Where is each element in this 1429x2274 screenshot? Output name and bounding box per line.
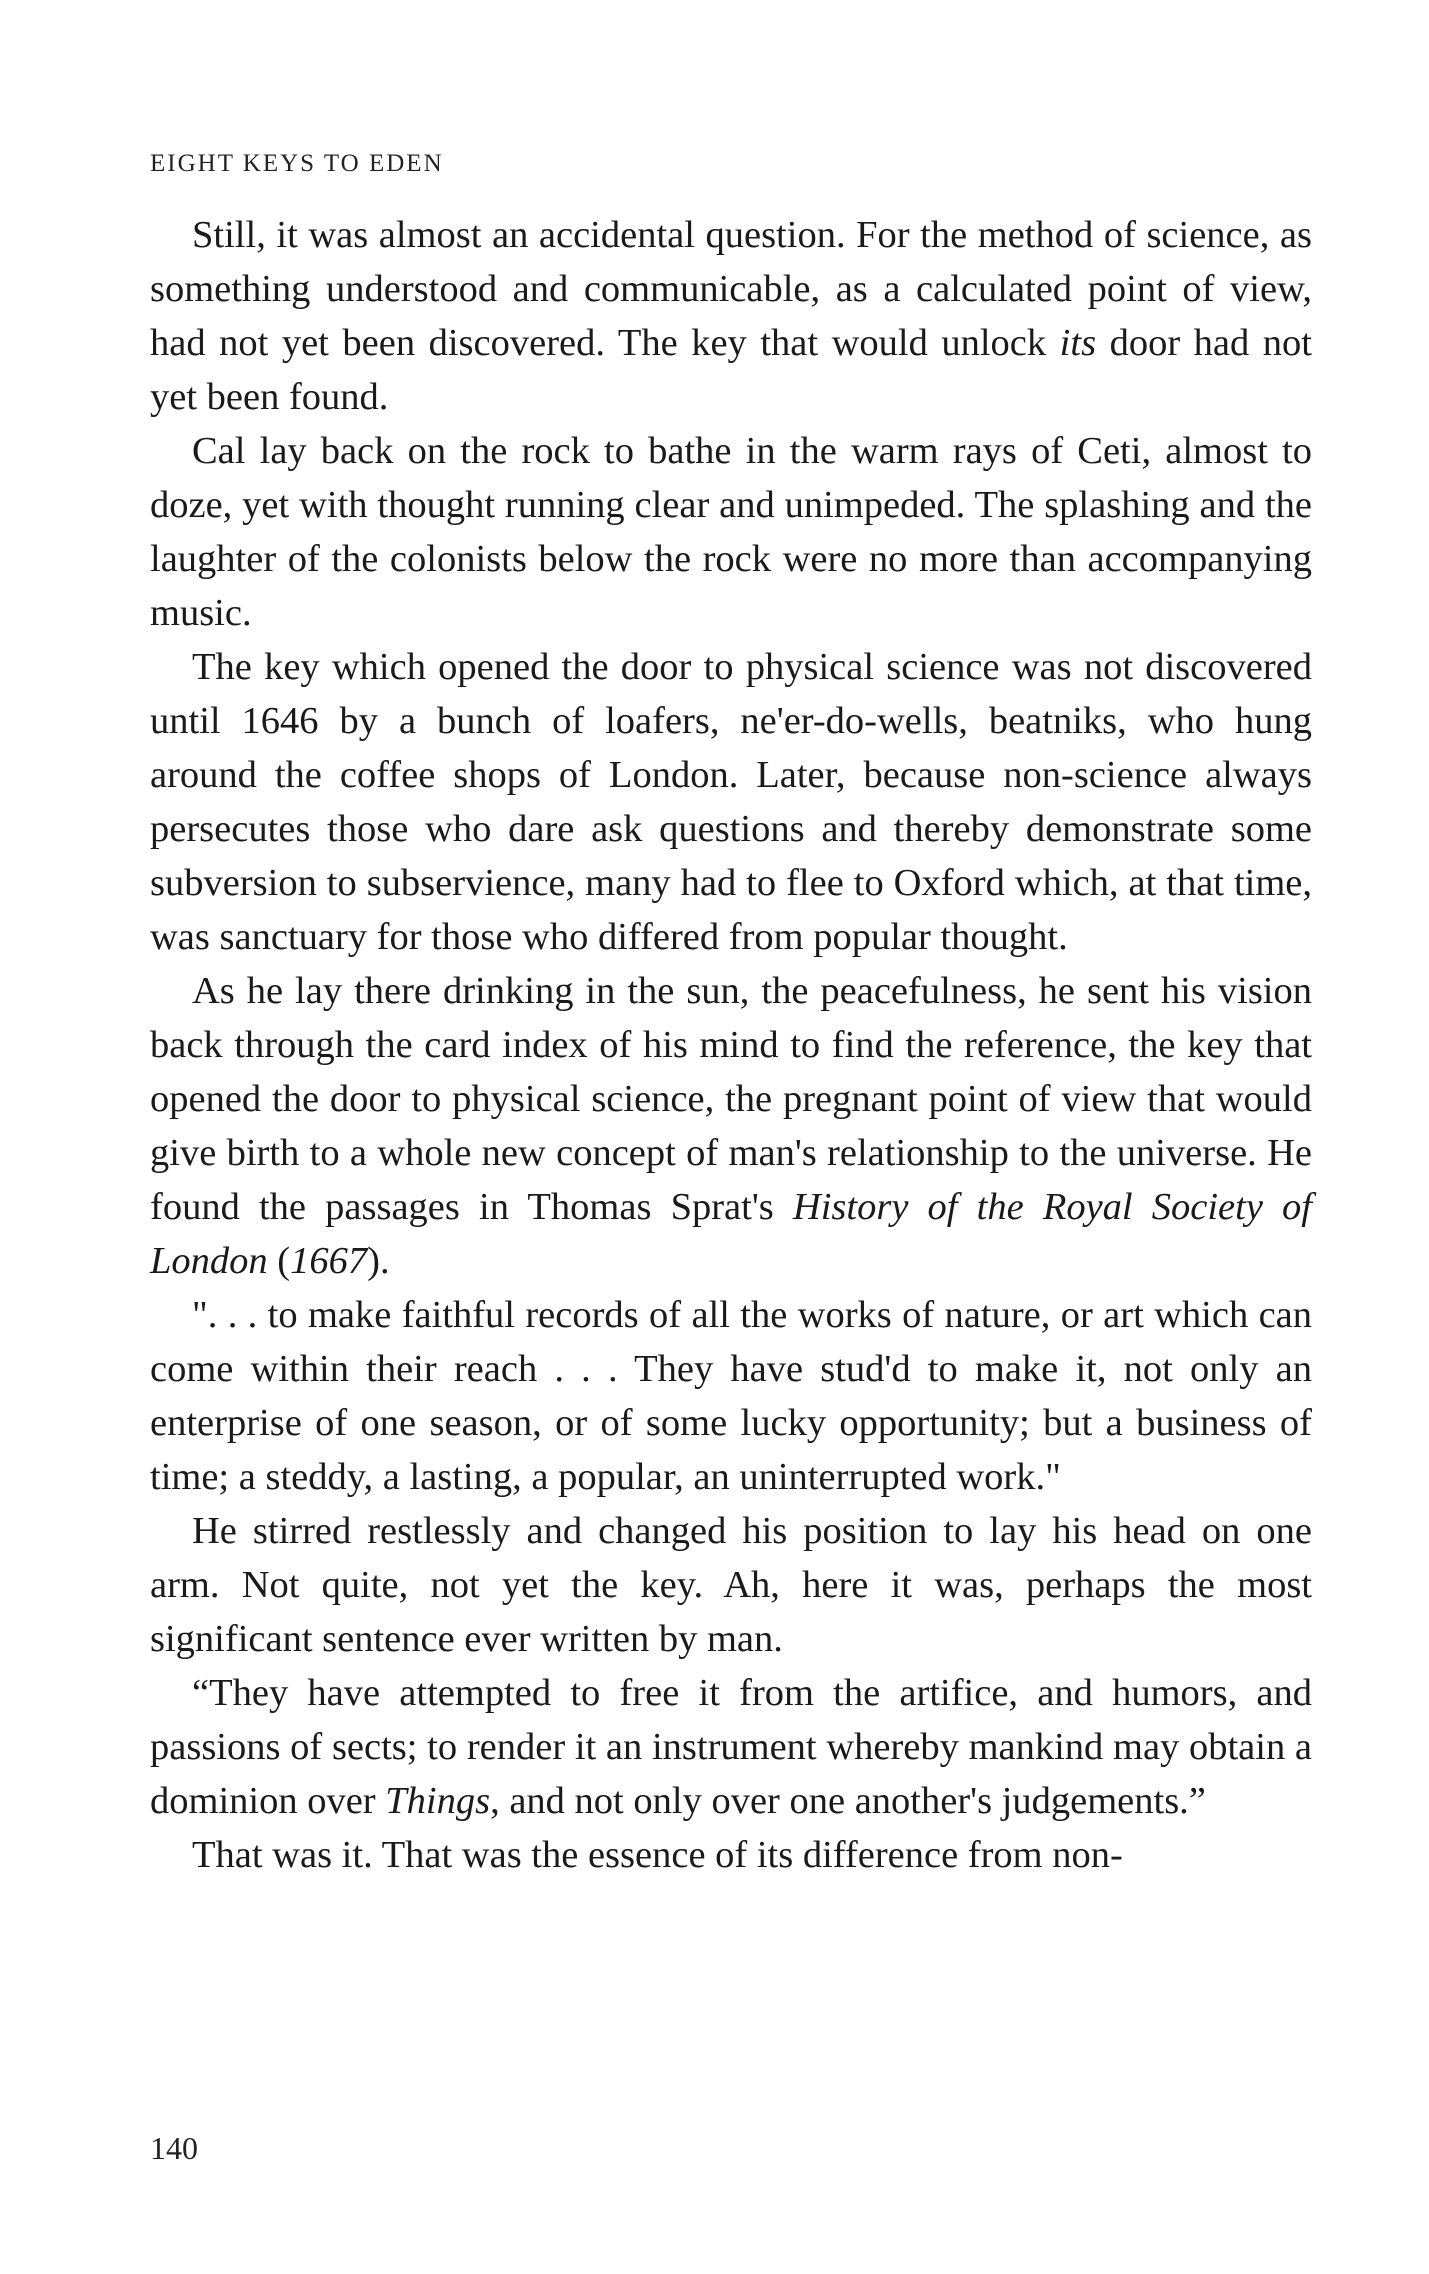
text-run: Cal lay back on the rock to bathe in the warm rays of Ceti, almost to doze, yet with thought running clear and unimpeded. The splashing and the laughter of the colonists below the rock were no more than accompanying music. bbox=[150, 430, 1312, 634]
text-run: “They have attempted to free it from the artifice, and humors, and passions of sects; to render it an instrument whereby mankind may obtain a dominion over bbox=[150, 1672, 1312, 1822]
text-run: That was it. That was the essence of its difference from non- bbox=[192, 1834, 1123, 1876]
paragraph bbox=[150, 1666, 1312, 1828]
running-header: EIGHT KEYS TO EDEN bbox=[150, 150, 444, 177]
text-run: ). bbox=[367, 1240, 390, 1282]
paragraph bbox=[150, 1504, 1312, 1666]
paragraph bbox=[150, 424, 1312, 640]
text-run: door had not yet been found. bbox=[150, 322, 1312, 418]
paragraph bbox=[150, 208, 1312, 424]
body-text bbox=[150, 208, 1312, 1882]
italic-text: 1667 bbox=[290, 1240, 368, 1282]
paragraph bbox=[150, 1288, 1312, 1504]
text-run: As he lay there drinking in the sun, the peacefulness, he sent his vision back through the card index of his mind to find the reference, the key that opened the door to physical science, the pregnant point of view that would give birth to a whole new concept of man's relationship to the universe. He found the passages in Thomas Sprat's bbox=[150, 970, 1312, 1228]
paragraph bbox=[150, 1828, 1312, 1882]
paragraph bbox=[150, 964, 1312, 1288]
italic-text: History of the Royal Society of London bbox=[150, 1186, 1313, 1282]
text-run: The key which opened the door to physical science was not discovered until 1646 by a bunch of loafers, ne'er-do-wells, beatniks, who hung around the coffee shops of London. Later, because non-science always persecutes those who dare ask questions and thereby demonstrate some subversion to subservience, many had to flee to Oxford which, at that time, was sanctuary for those who differed from popular thought. bbox=[150, 646, 1312, 958]
italic-text: Things bbox=[385, 1780, 491, 1822]
text-run: Still, it was almost an accidental question. For the method of science, as something understood and communicable, as a calculated point of view, had not yet been discovered. The key that would unlock bbox=[150, 214, 1312, 364]
paragraph bbox=[150, 640, 1312, 964]
page-number: 140 bbox=[150, 2130, 198, 2166]
text-run: He stirred restlessly and changed his position to lay his head on one arm. Not quite, not yet the key. Ah, here it was, perhaps the most significant sentence ever written by man. bbox=[150, 1510, 1312, 1660]
text-run: ". . . to make faithful records of all the works of nature, or art which can come within their reach . . . They have stud'd to make it, not only an enterprise of one season, or of some lucky opportunity; but a business of time; a steddy, a lasting, a popular, an uninterrupted work." bbox=[150, 1294, 1312, 1498]
text-run: , and not only over one another's judgements.” bbox=[490, 1780, 1206, 1822]
text-run: ( bbox=[267, 1240, 291, 1282]
italic-text: its bbox=[1059, 322, 1097, 364]
